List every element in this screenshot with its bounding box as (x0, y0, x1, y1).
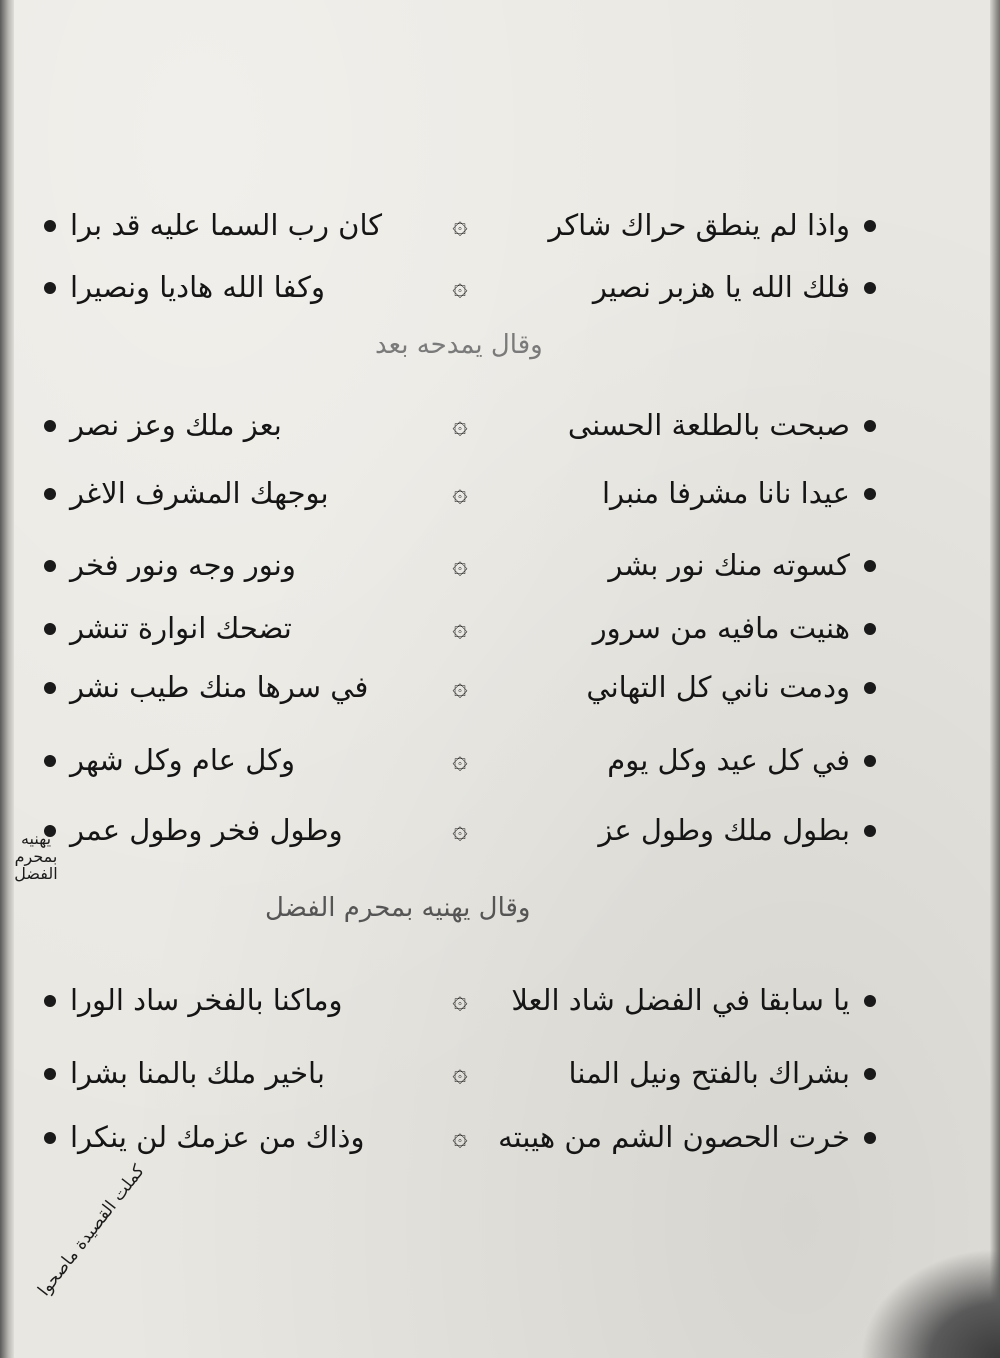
verse-start-dot (864, 282, 876, 294)
verse-first-hemistich: هنيت مافيه من سرور (592, 611, 850, 645)
verse-start-dot (864, 220, 876, 232)
verse-second-hemistich: وكفا الله هاديا ونصيرا (70, 270, 325, 304)
verse-second-hemistich: وكل عام وكل شهر (70, 743, 295, 777)
verse-start-dot (864, 682, 876, 694)
verse-end-dot (44, 220, 56, 232)
verse-line (70, 262, 850, 312)
verse-start-dot (864, 488, 876, 500)
verse-first-hemistich: خرت الحصون الشم من هيبته (498, 1120, 850, 1154)
verse-second-hemistich: وذاك من عزمك لن ينكرا (70, 1120, 365, 1154)
verse-separator-icon: ۞ (452, 550, 468, 579)
verse-first-hemistich: بشراك بالفتح ونيل المنا (568, 1056, 850, 1090)
section-heading: وقال يهنيه بمحرم الفضل (265, 893, 531, 923)
verse-end-dot (44, 488, 56, 500)
verse-start-dot (864, 623, 876, 635)
colophon: كملت القصيدة ماصحوا (34, 1161, 149, 1300)
verse-start-dot (864, 1068, 876, 1080)
verse-end-dot (44, 560, 56, 572)
verse-first-hemistich: ودمت ناني كل التهاني (586, 670, 850, 704)
verse-start-dot (864, 420, 876, 432)
verse-line (70, 805, 850, 855)
verse-separator-icon: ۞ (452, 815, 468, 844)
verse-start-dot (864, 560, 876, 572)
verse-first-hemistich: كسوته منك نور بشر (608, 548, 850, 582)
verse-line (70, 1048, 850, 1098)
verse-end-dot (44, 623, 56, 635)
margin-note: يهنيه بمحرم الفضل (14, 829, 58, 884)
verse-start-dot (864, 995, 876, 1007)
verse-first-hemistich: واذا لم ينطق حراك شاكر (548, 208, 850, 242)
verse-line (70, 400, 850, 450)
verse-separator-icon: ۞ (452, 478, 468, 507)
verse-separator-icon: ۞ (452, 1058, 468, 1087)
verse-second-hemistich: ونور وجه ونور فخر (70, 548, 296, 582)
verse-start-dot (864, 1132, 876, 1144)
verse-end-dot (44, 995, 56, 1007)
verse-separator-icon: ۞ (452, 210, 468, 239)
verse-separator-icon: ۞ (452, 985, 468, 1014)
verse-line (70, 735, 850, 785)
verse-first-hemistich: فلك الله يا هزبر نصير (592, 270, 850, 304)
verse-second-hemistich: تضحك انوارة تنشر (70, 611, 292, 645)
page-binding-edge (0, 0, 14, 1358)
section-heading: وقال يمدحه بعد (375, 330, 543, 360)
verse-second-hemistich: وطول فخر وطول عمر (70, 813, 343, 847)
verse-second-hemistich: في سرها منك طيب نشر (70, 670, 369, 704)
verse-line (70, 975, 850, 1025)
verse-end-dot (44, 420, 56, 432)
verse-line (70, 662, 850, 712)
verse-separator-icon: ۞ (452, 672, 468, 701)
verse-end-dot (44, 1132, 56, 1144)
page-corner-shadow (860, 1248, 1000, 1358)
verse-line (70, 540, 850, 590)
verse-start-dot (864, 755, 876, 767)
verse-first-hemistich: بطول ملك وطول عز (598, 813, 850, 847)
verse-end-dot (44, 1068, 56, 1080)
verse-end-dot (44, 682, 56, 694)
verse-first-hemistich: في كل عيد وكل يوم (607, 743, 850, 777)
verse-line (70, 1112, 850, 1162)
verse-first-hemistich: عيدا نانا مشرفا منبرا (601, 476, 850, 510)
verse-end-dot (44, 282, 56, 294)
verse-second-hemistich: وماكنا بالفخر ساد الورا (70, 983, 343, 1017)
verse-separator-icon: ۞ (452, 745, 468, 774)
verse-separator-icon: ۞ (452, 410, 468, 439)
verse-start-dot (864, 825, 876, 837)
verse-end-dot (44, 755, 56, 767)
verse-separator-icon: ۞ (452, 613, 468, 642)
verse-second-hemistich: كان رب السما عليه قد برا (70, 208, 383, 242)
verse-second-hemistich: باخير ملك بالمنا بشرا (70, 1056, 325, 1090)
verse-line (70, 468, 850, 518)
verse-second-hemistich: بعز ملك وعز نصر (70, 408, 282, 442)
verse-line (70, 200, 850, 250)
verse-separator-icon: ۞ (452, 272, 468, 301)
verse-second-hemistich: بوجهك المشرف الاغر (70, 476, 329, 510)
verse-separator-icon: ۞ (452, 1122, 468, 1151)
verse-first-hemistich: يا سابقا في الفضل شاد العلا (511, 983, 850, 1017)
page-outer-edge (990, 0, 1000, 1358)
verse-first-hemistich: صبحت بالطلعة الحسنى (567, 408, 850, 442)
verse-line (70, 603, 850, 653)
